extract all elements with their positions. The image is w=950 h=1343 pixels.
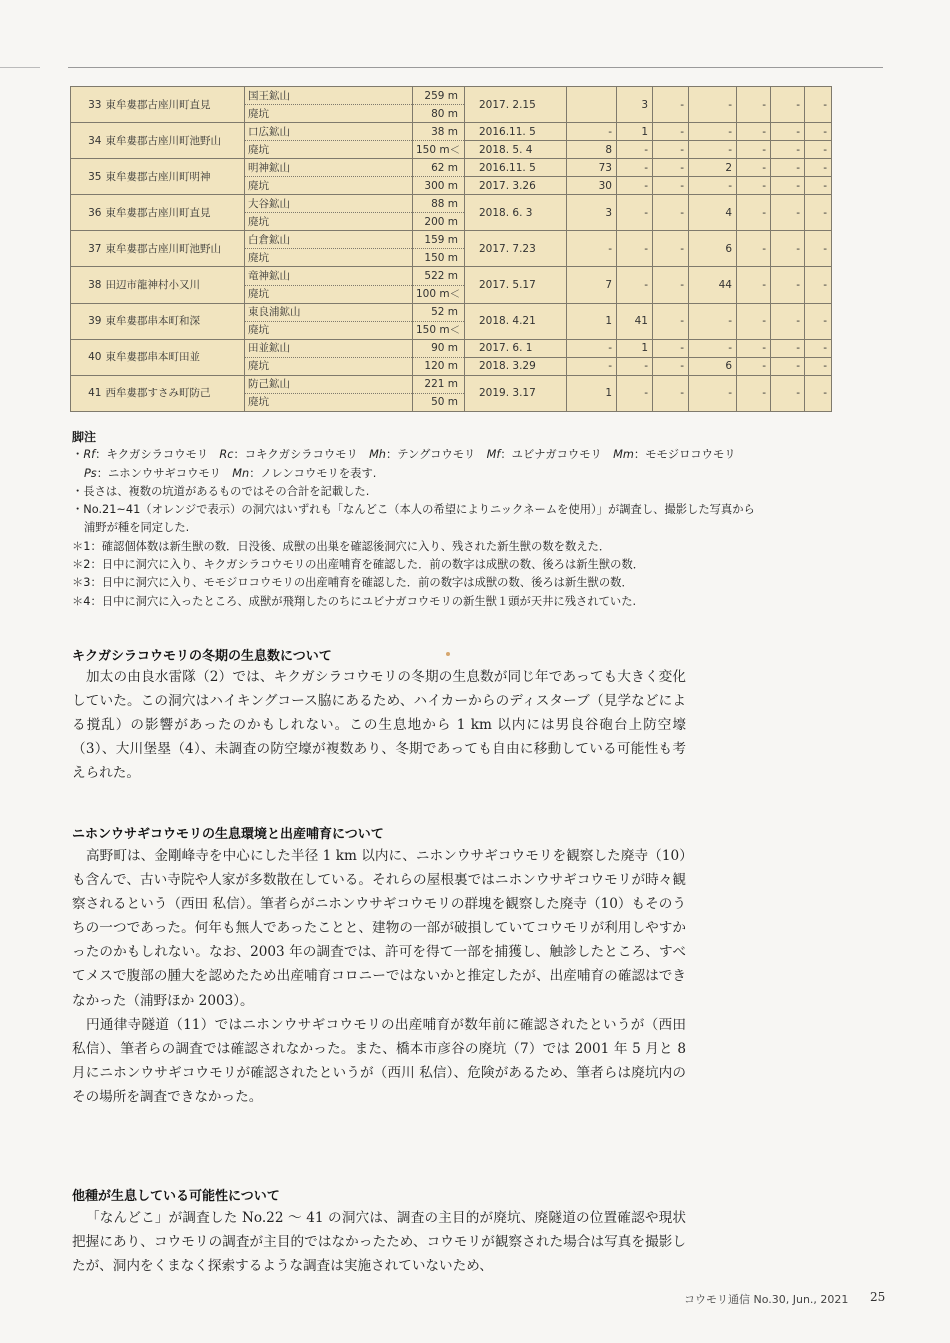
count-mn: -	[805, 357, 832, 375]
cave-name: 大谷鉱山	[245, 195, 413, 213]
count-mn: -	[805, 339, 832, 357]
cave-location: 田辺市龍神村小又川	[103, 267, 245, 303]
count-mm: -	[737, 339, 771, 357]
cave-location: 東牟婁郡古座川町直見	[103, 195, 245, 231]
count-rf: 8	[567, 141, 617, 159]
cave-number: 35	[71, 159, 103, 195]
count-mh: -	[653, 267, 689, 303]
passage-length: 159 m	[413, 231, 465, 249]
footnote-star-4: ＊4：日中に洞穴に入ったところ、成獣が飛翔したのちにユビナガコウモリの新生獣１頭が天井に残されていた.	[72, 594, 637, 608]
count-rc: 1	[617, 339, 653, 357]
cave-type: 廃坑	[245, 105, 413, 123]
footnote-star-2: ＊2：日中に洞穴に入り、キクガシラコウモリの出産哺育を確認した．前の数字は成獣の数、後ろは新生獣の数．	[72, 558, 645, 572]
journal-footer: コウモリ通信 No.30, Jun., 2021	[684, 1293, 849, 1306]
count-mh: -	[653, 141, 689, 159]
cave-location: 東牟婁郡串本町和深	[103, 303, 245, 339]
species-mm: ：モモジロコウモリ	[633, 448, 736, 462]
count-rf: -	[567, 231, 617, 267]
survey-date: 2018. 3.29	[465, 357, 567, 375]
table-row	[71, 267, 832, 285]
count-rf: 3	[567, 195, 617, 231]
cave-name: 口広鉱山	[245, 123, 413, 141]
section-heading-winter: キクガシラコウモリの冬期の生息数について	[72, 649, 332, 664]
count-rf: 1	[567, 375, 617, 411]
count-mm: -	[737, 123, 771, 141]
table-row	[71, 375, 832, 393]
count-rc: 1	[617, 123, 653, 141]
count-rc: 3	[617, 87, 653, 123]
count-mf: -	[689, 303, 737, 339]
count-ps: -	[771, 375, 805, 411]
count-mm: -	[737, 159, 771, 177]
passage-length: 38 m	[413, 123, 465, 141]
cave-name: 明神鉱山	[245, 159, 413, 177]
passage-length: 80 m	[413, 105, 465, 123]
abbr-mf: Mf	[486, 448, 501, 462]
cave-name: 竜神鉱山	[245, 267, 413, 285]
count-mh: -	[653, 123, 689, 141]
cave-number: 33	[71, 87, 103, 123]
count-mm: -	[737, 375, 771, 411]
survey-table-body	[71, 87, 832, 412]
cave-location: 東牟婁郡古座川町池野山	[103, 231, 245, 267]
count-rc: -	[617, 141, 653, 159]
count-mf: 6	[689, 231, 737, 267]
cave-type: 廃坑	[245, 357, 413, 375]
count-rc: 41	[617, 303, 653, 339]
species-ps: ：ニホンウサギコウモリ	[96, 466, 233, 480]
count-mn: -	[805, 231, 832, 267]
count-mn: -	[805, 87, 832, 123]
survey-date: 2017. 6. 1	[465, 339, 567, 357]
passage-length: 150 m＜	[413, 141, 465, 159]
cave-number: 34	[71, 123, 103, 159]
survey-date: 2019. 3.17	[465, 375, 567, 411]
count-ps: -	[771, 267, 805, 303]
count-mn: -	[805, 195, 832, 231]
count-rc: -	[617, 267, 653, 303]
count-mn: -	[805, 303, 832, 339]
passage-length: 522 m	[413, 267, 465, 285]
count-mh: -	[653, 303, 689, 339]
count-rf: -	[567, 339, 617, 357]
survey-date: 2017. 5.17	[465, 267, 567, 303]
count-mf: -	[689, 123, 737, 141]
count-mn: -	[805, 375, 832, 411]
count-mh: -	[653, 357, 689, 375]
page-number: 25	[870, 1290, 886, 1304]
passage-length: 150 m＜	[413, 321, 465, 339]
abbr-rf: Rf	[83, 448, 96, 462]
count-rf: 1	[567, 303, 617, 339]
survey-date: 2017. 7.23	[465, 231, 567, 267]
count-mn: -	[805, 177, 832, 195]
count-rf: 7	[567, 267, 617, 303]
count-ps: -	[771, 123, 805, 141]
count-mh: -	[653, 159, 689, 177]
table-row	[71, 87, 832, 105]
table-row	[71, 159, 832, 177]
cave-location: 西牟婁郡すさみ町防己	[103, 375, 245, 411]
passage-length: 62 m	[413, 159, 465, 177]
cave-location: 東牟婁郡古座川町池野山	[103, 123, 245, 159]
count-mm: -	[737, 267, 771, 303]
count-ps: -	[771, 357, 805, 375]
header-rule	[68, 67, 883, 68]
cave-number: 41	[71, 375, 103, 411]
cave-type: 廃坑	[245, 393, 413, 411]
paragraph: 高野町は、金剛峰寺を中心にした半径 1 km 以内に、ニホンウサギコウモリを観察した廃寺（10）も含んで、古い寺院や人家が多数散在している。それらの屋根裏ではニホンウサギコウモリが時々観察されるという（西田 私信）。筆者らがニホンウサギコウモリの群塊を観察した廃寺（10）もそのうちの一つであった。何年も無人であったことと、建物の一部が破損していてコウモリが利用しやすかったのかもしれない。なお、2003 年の調査では、許可を得て一部を捕獲し、触診したところ、すべてメスで腹部の腫大を認めたため出産哺育コロニーではないかと推定したが、出産哺育の確認はできなかった（浦野ほか 2003）。	[72, 848, 686, 1009]
cave-name: 防己鉱山	[245, 375, 413, 393]
cave-name: 白倉鉱山	[245, 231, 413, 249]
cave-location: 東牟婁郡串本町田並	[103, 339, 245, 375]
count-mm: -	[737, 141, 771, 159]
cave-name: 国王鉱山	[245, 87, 413, 105]
survey-date: 2016.11. 5	[465, 159, 567, 177]
passage-length: 150 m	[413, 249, 465, 267]
count-ps: -	[771, 339, 805, 357]
passage-length: 200 m	[413, 213, 465, 231]
section-body-habitat	[72, 844, 686, 1109]
table-row	[71, 303, 832, 321]
species-rf: ：キクガシラコウモリ	[95, 448, 220, 462]
passage-length: 88 m	[413, 195, 465, 213]
count-ps: -	[771, 303, 805, 339]
table-row	[71, 339, 832, 357]
count-rc: -	[617, 375, 653, 411]
count-mn: -	[805, 141, 832, 159]
footnote-length: ・長さは、複数の坑道があるものではその合計を記載した.	[72, 484, 370, 498]
survey-table-container	[70, 86, 831, 412]
survey-date: 2017. 3.26	[465, 177, 567, 195]
count-ps: -	[771, 177, 805, 195]
footnotes	[72, 428, 832, 611]
count-rf: -	[567, 123, 617, 141]
footnote-species-line-1	[72, 446, 832, 464]
count-mn: -	[805, 159, 832, 177]
paragraph: 加太の由良水雷隊（2）では、キクガシラコウモリの冬期の生息数が同じ年であっても大きく変化していた。この洞穴はハイキングコース脇にあるため、ハイカーからのディスターブ（見学などによる撹乱）の影響があったのかもしれない。この生息地から 1 km 以内には男良谷砲台上防空壕（3）、大川堡塁（4）、未調査の防空壕が複数あり、冬期であっても自由に移動している可能性も考えられた。	[72, 669, 686, 782]
count-mf: -	[689, 87, 737, 123]
count-mm: -	[737, 357, 771, 375]
count-mh: -	[653, 231, 689, 267]
count-mh: -	[653, 195, 689, 231]
passage-length: 221 m	[413, 375, 465, 393]
survey-date: 2016.11. 5	[465, 123, 567, 141]
count-rf: 30	[567, 177, 617, 195]
count-mf: -	[689, 339, 737, 357]
abbr-mn: Mn	[232, 466, 250, 480]
cave-number: 39	[71, 303, 103, 339]
count-mf: -	[689, 375, 737, 411]
count-mh: -	[653, 375, 689, 411]
count-rc: -	[617, 159, 653, 177]
count-rc: -	[617, 231, 653, 267]
margin-mark	[0, 67, 40, 68]
section-heading-other-species: 他種が生息している可能性について	[72, 1189, 280, 1204]
paragraph: 「なんどこ」が調査した No.22 ～ 41 の洞穴は、調査の主目的が廃坑、廃隧道の位置確認や現状把握にあり、コウモリの調査が主目的ではなかったため、コウモリが観察された場合は写真を撮影したが、洞内をくまなく探索するような調査は実施されていないため、	[72, 1210, 686, 1275]
cave-name: 田並鉱山	[245, 339, 413, 357]
count-ps: -	[771, 159, 805, 177]
count-mf: -	[689, 177, 737, 195]
cave-name: 東良浦鉱山	[245, 303, 413, 321]
count-mn: -	[805, 123, 832, 141]
count-mf: 44	[689, 267, 737, 303]
passage-length: 52 m	[413, 303, 465, 321]
cave-number: 40	[71, 339, 103, 375]
abbr-rc: Rc	[219, 448, 234, 462]
passage-length: 90 m	[413, 339, 465, 357]
count-mf: 6	[689, 357, 737, 375]
stray-mark	[446, 652, 450, 656]
count-rf: 73	[567, 159, 617, 177]
count-mm: -	[737, 177, 771, 195]
count-rf	[567, 87, 617, 123]
count-mm: -	[737, 303, 771, 339]
count-rf: -	[567, 357, 617, 375]
passage-length: 100 m＜	[413, 285, 465, 303]
section-heading-habitat: ニホンウサギコウモリの生息環境と出産哺育について	[72, 827, 384, 842]
survey-date: 2018. 4.21	[465, 303, 567, 339]
survey-table	[70, 86, 832, 412]
abbr-mm: Mm	[613, 448, 634, 462]
table-row	[71, 123, 832, 141]
species-mh: ：テングコウモリ	[385, 448, 487, 462]
count-mh: -	[653, 177, 689, 195]
abbr-mh: Mh	[369, 448, 386, 462]
cave-type: 廃坑	[245, 141, 413, 159]
table-row	[71, 231, 832, 249]
abbr-ps: Ps	[84, 466, 97, 480]
section-body-other-species	[72, 1206, 686, 1278]
count-mf: -	[689, 141, 737, 159]
survey-date: 2017. 2.15	[465, 87, 567, 123]
passage-length: 50 m	[413, 393, 465, 411]
species-mf: ：ユビナガコウモリ	[500, 448, 614, 462]
section-body-winter	[72, 665, 686, 785]
count-ps: -	[771, 87, 805, 123]
count-rc: -	[617, 177, 653, 195]
footnote-star-1: ＊1：確認個体数は新生獣の数．日没後、成獣の出巣を確認後洞穴に入り、残された新生獣の数を数えた．	[72, 539, 611, 553]
count-rc: -	[617, 357, 653, 375]
count-mm: -	[737, 231, 771, 267]
cave-type: 廃坑	[245, 285, 413, 303]
species-mn: ：ノレンコウモリを表す.	[249, 466, 377, 480]
count-mm: -	[737, 195, 771, 231]
cave-type: 廃坑	[245, 213, 413, 231]
cave-location: 東牟婁郡古座川町明神	[103, 159, 245, 195]
count-rc: -	[617, 195, 653, 231]
bullet: ・	[72, 448, 84, 462]
count-mh: -	[653, 339, 689, 357]
passage-length: 120 m	[413, 357, 465, 375]
count-ps: -	[771, 141, 805, 159]
cave-location: 東牟婁郡古座川町直見	[103, 87, 245, 123]
count-mh: -	[653, 87, 689, 123]
footnote-star-3: ＊3：日中に洞穴に入り、モモジロコウモリの出産哺育を確認した．前の数字は成獣の数、後ろは新生獣の数．	[72, 576, 633, 590]
footnotes-heading: 脚注	[72, 430, 97, 444]
cave-number: 36	[71, 195, 103, 231]
cave-type: 廃坑	[245, 249, 413, 267]
cave-type: 廃坑	[245, 177, 413, 195]
passage-length: 259 m	[413, 87, 465, 105]
count-ps: -	[771, 195, 805, 231]
species-rc: ：コキクガシラコウモリ	[233, 448, 370, 462]
survey-date: 2018. 5. 4	[465, 141, 567, 159]
survey-date: 2018. 6. 3	[465, 195, 567, 231]
count-mm: -	[737, 87, 771, 123]
paragraph: 円通律寺隧道（11）ではニホンウサギコウモリの出産哺育が数年前に確認されたというが（西田 私信）、筆者らの調査では確認されなかった。また、橋本市彦谷の廃坑（7）では 2001 年 5 月と 8 月にニホンウサギコウモリが確認されたというが（西川 私信）、危険があるため、筆者らは廃坑内のその場所を調査できなかった。	[72, 1016, 686, 1105]
footnote-surveyor-cont: 浦野が種を同定した.	[84, 521, 190, 535]
passage-length: 300 m	[413, 177, 465, 195]
footnote-surveyor: ・No.21~41（オレンジで表示）の洞穴はいずれも「なんどこ（本人の希望によりニックネームを使用）」が調査し、撮影した写真から	[72, 503, 755, 517]
cave-number: 37	[71, 231, 103, 267]
table-row	[71, 195, 832, 213]
cave-type: 廃坑	[245, 321, 413, 339]
count-ps: -	[771, 231, 805, 267]
count-mf: 2	[689, 159, 737, 177]
count-mn: -	[805, 267, 832, 303]
cave-number: 38	[71, 267, 103, 303]
count-mf: 4	[689, 195, 737, 231]
footnote-species-line-2	[72, 465, 832, 483]
